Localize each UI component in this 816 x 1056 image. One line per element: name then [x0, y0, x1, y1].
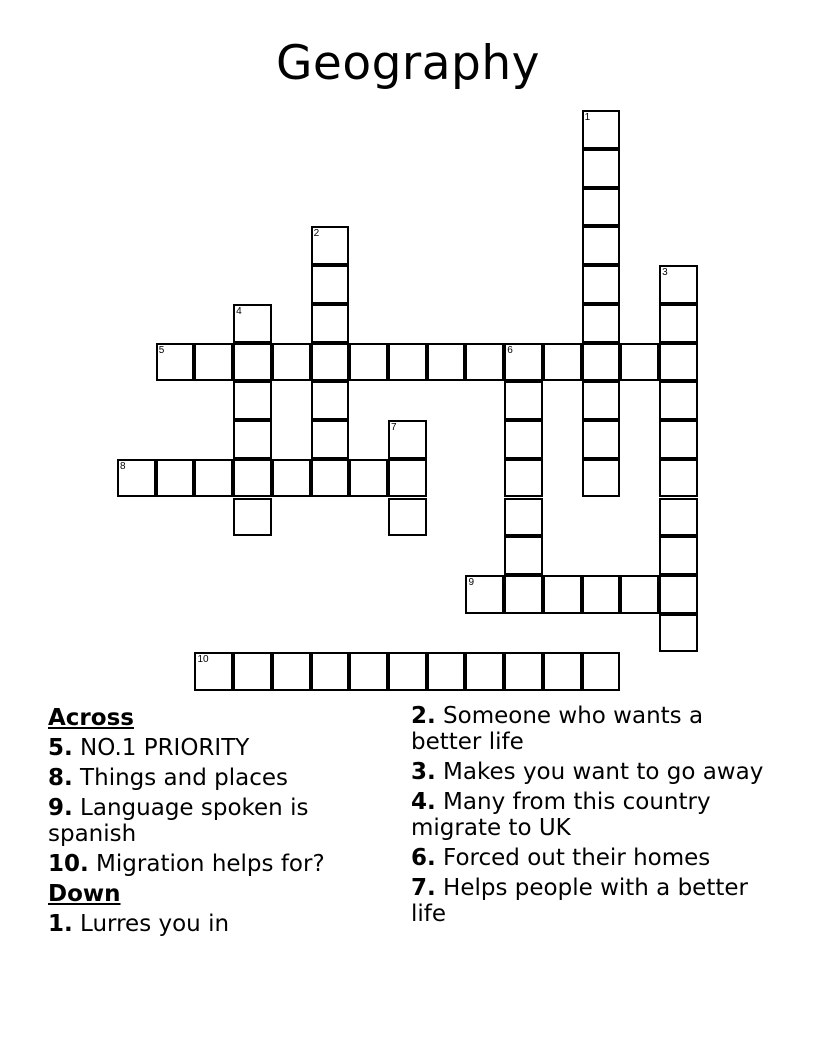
grid-cell[interactable]	[659, 575, 698, 614]
grid-cell[interactable]	[233, 652, 272, 691]
grid-cell[interactable]	[504, 459, 543, 498]
grid-cell[interactable]	[620, 343, 659, 382]
clues-column-right	[411, 703, 771, 931]
grid-cell[interactable]	[311, 420, 350, 459]
grid-cell[interactable]	[311, 381, 350, 420]
grid-cell[interactable]	[194, 652, 233, 691]
grid-cell[interactable]	[504, 575, 543, 614]
grid-cell[interactable]	[659, 381, 698, 420]
clue-across-10: 10. Migration helps for?	[48, 851, 325, 877]
grid-cell[interactable]	[582, 149, 621, 188]
grid-cell[interactable]	[272, 459, 311, 498]
clue-number: 5	[158, 344, 165, 356]
clue-number: 1	[584, 112, 591, 124]
grid-cell[interactable]	[311, 265, 350, 304]
grid-cell[interactable]	[504, 536, 543, 575]
grid-cell[interactable]	[233, 304, 272, 343]
grid-cell[interactable]	[582, 304, 621, 343]
grid-cell[interactable]	[659, 498, 698, 537]
grid-cell[interactable]	[582, 459, 621, 498]
clue-number: 10	[197, 654, 209, 666]
grid-cell[interactable]	[543, 652, 582, 691]
grid-cell[interactable]	[272, 343, 311, 382]
grid-cell[interactable]	[388, 652, 427, 691]
grid-cell[interactable]	[659, 459, 698, 498]
grid-cell[interactable]	[582, 188, 621, 227]
clue-down-6: 6. Forced out their homes	[411, 845, 711, 871]
grid-cell[interactable]	[388, 343, 427, 382]
clues-column-left	[48, 703, 398, 941]
grid-cell[interactable]	[156, 459, 195, 498]
grid-cell[interactable]	[659, 304, 698, 343]
puzzle-title: Geography	[276, 36, 540, 91]
grid-cell[interactable]	[504, 652, 543, 691]
clue-down-7: 7. Helps people with a better life	[411, 875, 748, 927]
grid-cell[interactable]	[156, 343, 195, 382]
grid-cell[interactable]	[504, 343, 543, 382]
clue-down-1: 1. Lurres you in	[48, 911, 230, 937]
grid-cell[interactable]	[504, 420, 543, 459]
grid-cell[interactable]	[233, 420, 272, 459]
grid-cell[interactable]	[504, 381, 543, 420]
grid-cell[interactable]	[504, 498, 543, 537]
grid-cell[interactable]	[349, 343, 388, 382]
grid-cell[interactable]	[388, 459, 427, 498]
grid-cell[interactable]	[272, 652, 311, 691]
grid-cell[interactable]	[117, 459, 156, 498]
grid-cell[interactable]	[233, 343, 272, 382]
grid-cell[interactable]	[659, 420, 698, 459]
grid-cell[interactable]	[582, 226, 621, 265]
grid-cell[interactable]	[427, 343, 466, 382]
grid-cell[interactable]	[659, 536, 698, 575]
grid-cell[interactable]	[388, 420, 427, 459]
grid-cell[interactable]	[582, 265, 621, 304]
grid-cell[interactable]	[659, 343, 698, 382]
grid-cell[interactable]	[311, 304, 350, 343]
clue-down-2: 2. Someone who wants a better life	[411, 703, 704, 755]
clue-number: 3	[662, 267, 668, 279]
grid-cell[interactable]	[311, 652, 350, 691]
grid-cell[interactable]	[582, 420, 621, 459]
grid-cell[interactable]	[659, 614, 698, 653]
grid-cell[interactable]	[582, 575, 621, 614]
grid-cell[interactable]	[465, 343, 504, 382]
grid-cell[interactable]	[388, 498, 427, 537]
grid-cell[interactable]	[582, 110, 621, 149]
clue-number: 2	[313, 228, 320, 240]
grid-cell[interactable]	[194, 459, 233, 498]
grid-cell[interactable]	[194, 343, 233, 382]
grid-cell[interactable]	[349, 652, 388, 691]
clue-number: 9	[468, 576, 475, 588]
grid-cell[interactable]	[582, 343, 621, 382]
clue-across-8: 8. Things and places	[48, 765, 288, 791]
clue-down-3: 3. Makes you want to go away	[411, 759, 764, 785]
grid-cell[interactable]	[311, 343, 350, 382]
clue-number: 6	[507, 344, 513, 356]
grid-cell[interactable]	[311, 226, 350, 265]
grid-cell[interactable]	[620, 575, 659, 614]
grid-cell[interactable]	[233, 498, 272, 537]
grid-cell[interactable]	[465, 575, 504, 614]
grid-cell[interactable]	[543, 575, 582, 614]
clue-across-5: 5. NO.1 PRIORITY	[48, 735, 250, 761]
grid-cell[interactable]	[543, 343, 582, 382]
clue-number: 8	[120, 460, 126, 472]
clue-number: 7	[391, 422, 397, 434]
down-heading: Down	[48, 881, 121, 907]
grid-cell[interactable]	[233, 459, 272, 498]
clue-number: 4	[236, 305, 242, 317]
grid-cell[interactable]	[349, 459, 388, 498]
grid-cell[interactable]	[311, 459, 350, 498]
clue-down-4: 4. Many from this country migrate to UK	[411, 789, 711, 841]
clue-across-9: 9. Language spoken is spanish	[48, 795, 309, 847]
grid-cell[interactable]	[659, 265, 698, 304]
grid-cell[interactable]	[582, 652, 621, 691]
grid-cell[interactable]	[427, 652, 466, 691]
grid-cell[interactable]	[465, 652, 504, 691]
grid-cell[interactable]	[233, 381, 272, 420]
across-heading: Across	[48, 705, 134, 731]
grid-cell[interactable]	[582, 381, 621, 420]
